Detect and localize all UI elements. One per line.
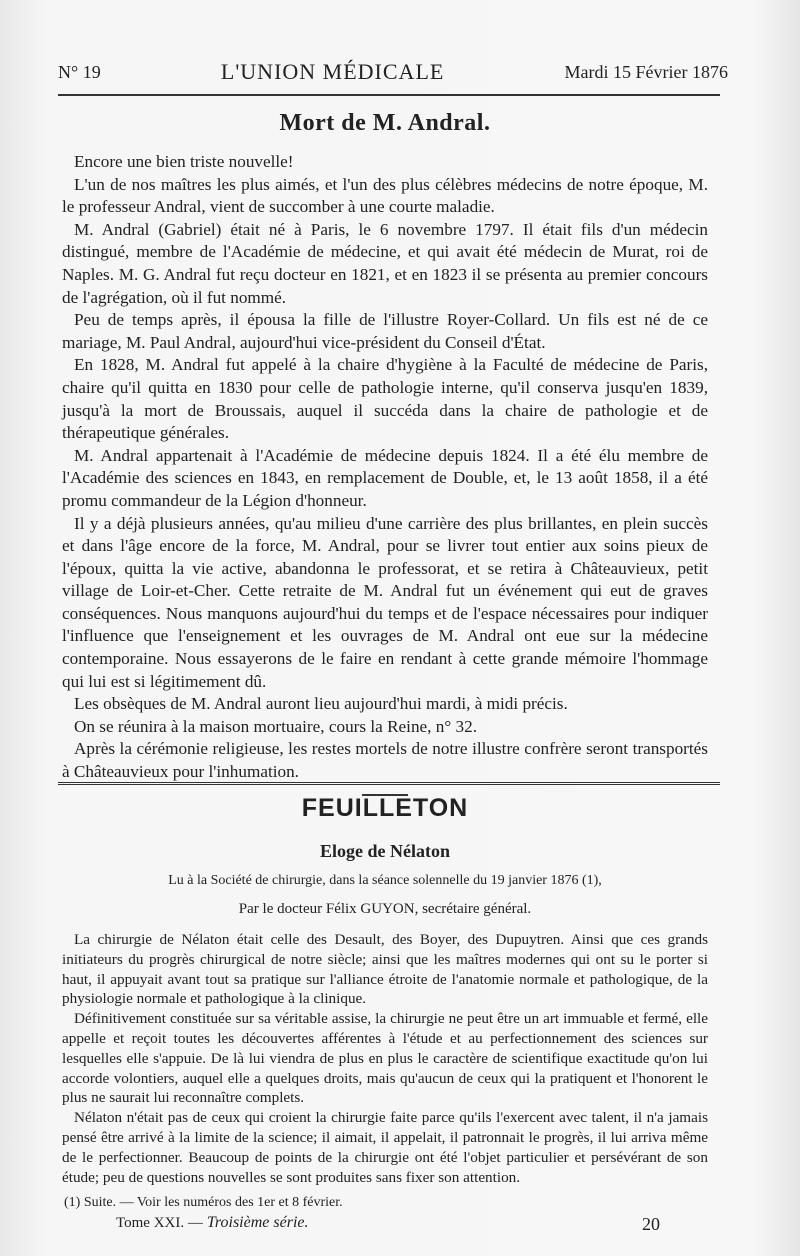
feuilleton-section: [62, 794, 708, 1187]
article-paragraph: Il y a déjà plusieurs années, qu'au milieu d'une carrière des plus brillantes, en plein succès et dans l'âge encore de la force, M. Andral, pour se livrer tout entier aux soins pieux de l'époux, quitta la vie active, abandonna le professorat, et se retira à Châteauvieux, petit village de Loir-et-Cher. Cette retraite de M. Andral fut un événement qui eut de graves conséquences. Nous manquons aujourd'hui du temps et de l'espace nécessaires pour indiquer l'influence que l'enseignement et les ouvrages de M. Andral ont eue sur la médecine contemporaine. Nous essayerons de le faire en rendant à cette grande mémoire l'hommage qui lui est si légitimement dû.: [62, 513, 708, 691]
feuilleton-paragraph: La chirurgie de Nélaton était celle des Desault, des Boyer, des Dupuytren. Ainsi que ces grands initiateurs du progrès chirurgical de notre siècle; ainsi que les maîtres modernes qui ont su le porter si haut, il appuyait avant tout sa pratique sur l'alliance étroite de l'anatomie normale et pathologique, de la physiologie normale et pathologique à la clinique.: [62, 931, 708, 1008]
feuilleton-paragraph: Définitivement constituée sur sa véritable assise, la chirurgie ne peut être un art immuable et fermé, elle appelle et reçoit toutes les découvertes afférentes à l'étude et au perfectionnement des sciences sur lesquelles elle s'appuie. De là lui viendra de plus en plus le caractère de scientifique exactitude qu'on lui accorde volontiers, auquel elle a quelques droits, mais qu'aucun de ceux qui la pratiquent et l'honorent le plus ne saurait lui reconnaître complets.: [62, 1010, 708, 1107]
article-paragraph: Après la cérémonie religieuse, les restes mortels de notre illustre confrère seront transportés à Châteauvieux pour l'inhumation.: [62, 739, 708, 782]
header-rule: [58, 94, 720, 96]
issue-date: Mardi 15 Février 1876: [564, 61, 728, 82]
article-paragraph: M. Andral (Gabriel) était né à Paris, le 6 novembre 1797. Il était fils d'un médecin distingué, membre de l'Académie de médecine, et qui avait été médecin de Murat, roi de Naples. M. G. Andral fut reçu docteur en 1821, et en 1823 il se présenta au premier concours de l'agrégation, où il fut nommé.: [62, 219, 708, 307]
article-paragraph: Peu de temps après, il épousa la fille de l'illustre Royer-Collard. Un fils est né de ce mariage, M. Paul Andral, aujourd'hui vice-président du Conseil d'État.: [62, 310, 708, 352]
feuilleton-author: Par le docteur Félix GUYON, secrétaire général.: [238, 901, 532, 917]
article-paragraph: Encore une bien triste nouvelle!: [74, 152, 294, 171]
obituary-article: [62, 110, 708, 796]
feuilleton-title: Eloge de Nélaton: [320, 841, 450, 861]
article-title: Mort de M. Andral.: [279, 110, 491, 136]
feuilleton-rule: [58, 782, 720, 785]
footer-serie: Troisième série.: [206, 1214, 309, 1231]
feuilleton-paragraph: Nélaton n'était pas de ceux qui croient la chirurgie faite parce qu'ils l'exercent avec talent, il n'a jamais pensé être arrivé à la limite de la science; il aimait, il appelait, il patronnait le progrès, il lui arriva même de le perfectionner. Beaucoup de points de la chirurgie ont été l'objet particulier et persévérant de son étude; peu de questions nouvelles se sont produites sans fixer son attention.: [62, 1109, 708, 1186]
page-number: 20: [642, 1214, 660, 1234]
journal-title: L'UNION MÉDICALE: [220, 59, 445, 84]
issue-number: N° 19: [58, 61, 101, 82]
footer-tome: Tome XXI. —: [116, 1215, 203, 1231]
footnote: (1) Suite. — Voir les numéros des 1er et 8 février.: [64, 1195, 343, 1210]
page-footer: [116, 1214, 660, 1235]
article-paragraph: M. Andral appartenait à l'Académie de médecine depuis 1824. Il a été élu membre de l'Académie des sciences en 1843, en remplacement de Double, et, le 13 août 1858, il a été promu commandeur de la Légion d'honneur.: [62, 445, 708, 510]
article-paragraph: Les obsèques de M. Andral auront lieu aujourd'hui mardi, à midi précis.: [74, 694, 568, 714]
article-paragraph: On se réunira à la maison mortuaire, cours la Reine, n° 32.: [74, 716, 478, 736]
article-paragraph: L'un de nos maîtres les plus aimés, et l'un des plus célèbres médecins de notre époque, M. le professeur Andral, vient de succomber à une courte maladie.: [62, 174, 708, 217]
footer-series: [116, 1214, 308, 1235]
article-paragraph: En 1828, M. Andral fut appelé à la chaire d'hygiène à la Faculté de médecine de Paris, chaire qu'il quitta en 1830 pour celle de pathologie interne, qu'il conserva jusqu'en 1839, jusqu'à la mort de Broussais, auquel il succéda dans la chaire de pathologie et de thérapeutique générales.: [62, 355, 708, 443]
feuilleton-heading: FEUILLETON: [301, 794, 469, 822]
page-header: [58, 52, 728, 92]
feuilleton-lead: Lu à la Société de chirurgie, dans la séance solennelle du 19 janvier 1876 (1),: [168, 873, 602, 888]
